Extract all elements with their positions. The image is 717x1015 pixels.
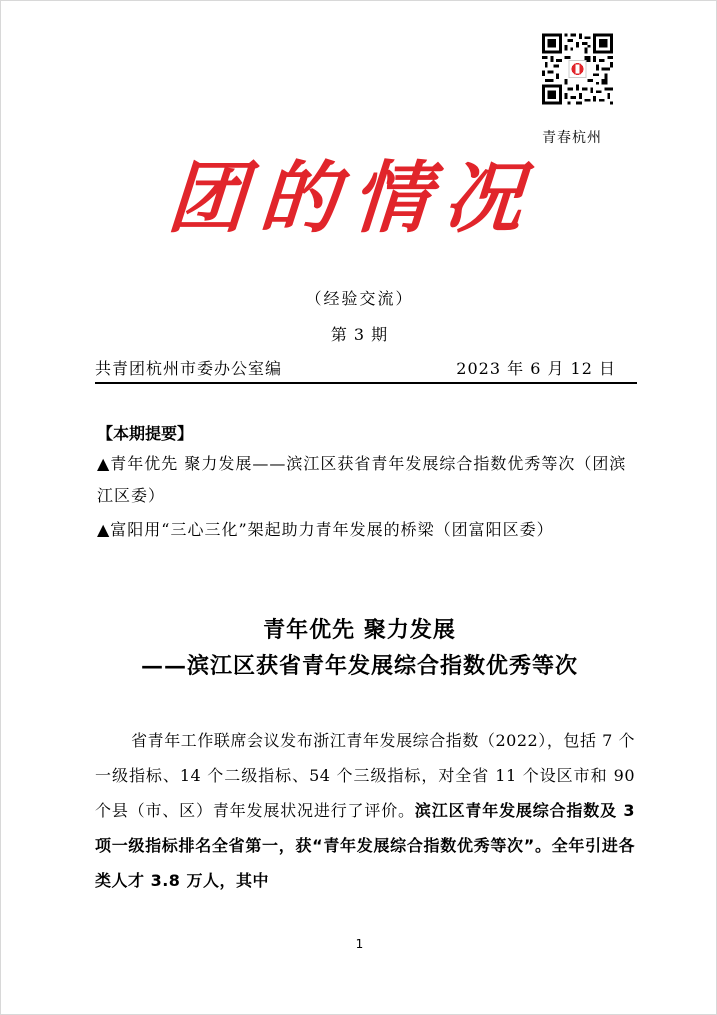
category-label: （经验交流） xyxy=(305,289,414,308)
qr-label: 青春杭州 xyxy=(542,130,602,146)
article-subtitle: ——滨江区获省青年发展综合指数优秀等次 xyxy=(140,653,578,679)
issue-number: 第 3 期 xyxy=(330,325,389,344)
article-body xyxy=(95,723,635,898)
article-title: 青年优先 聚力发展 xyxy=(263,617,456,643)
summary-item: ▲富阳用“三心三化”架起助力青年发展的桥梁（团富阳区委） xyxy=(97,520,554,539)
editor-line: 共青团杭州市委办公室编 xyxy=(95,359,283,378)
masthead xyxy=(164,153,558,245)
summary-item: ▲青年优先 聚力发展——滨江区获省青年发展综合指数优秀等次（团滨江区委） xyxy=(97,454,627,505)
masthead-title: 团的情况 xyxy=(164,153,540,244)
issue-date: 2023 年 6 月 12 日 xyxy=(456,359,616,378)
body-bold-text: 滨江区青年发展综合指数及 3 项一级指标排名全省第一，获“青年发展综合指数优秀等次”。全年引进各类人才 3.8 万人，其中 xyxy=(95,801,635,890)
header-divider xyxy=(95,382,637,384)
body-paragraph: 省青年工作联席会议发布浙江青年发展综合指数（2022），包括 7 个一级指标、14 个二级指标、54 个三级指标，对全省 11 个设区市和 90 个县（市、区）青年发展状况进行了评价。 xyxy=(95,731,635,820)
page-number: 1 xyxy=(355,937,364,951)
qr-code xyxy=(542,29,613,109)
summary-heading: 【本期提要】 xyxy=(97,424,194,443)
